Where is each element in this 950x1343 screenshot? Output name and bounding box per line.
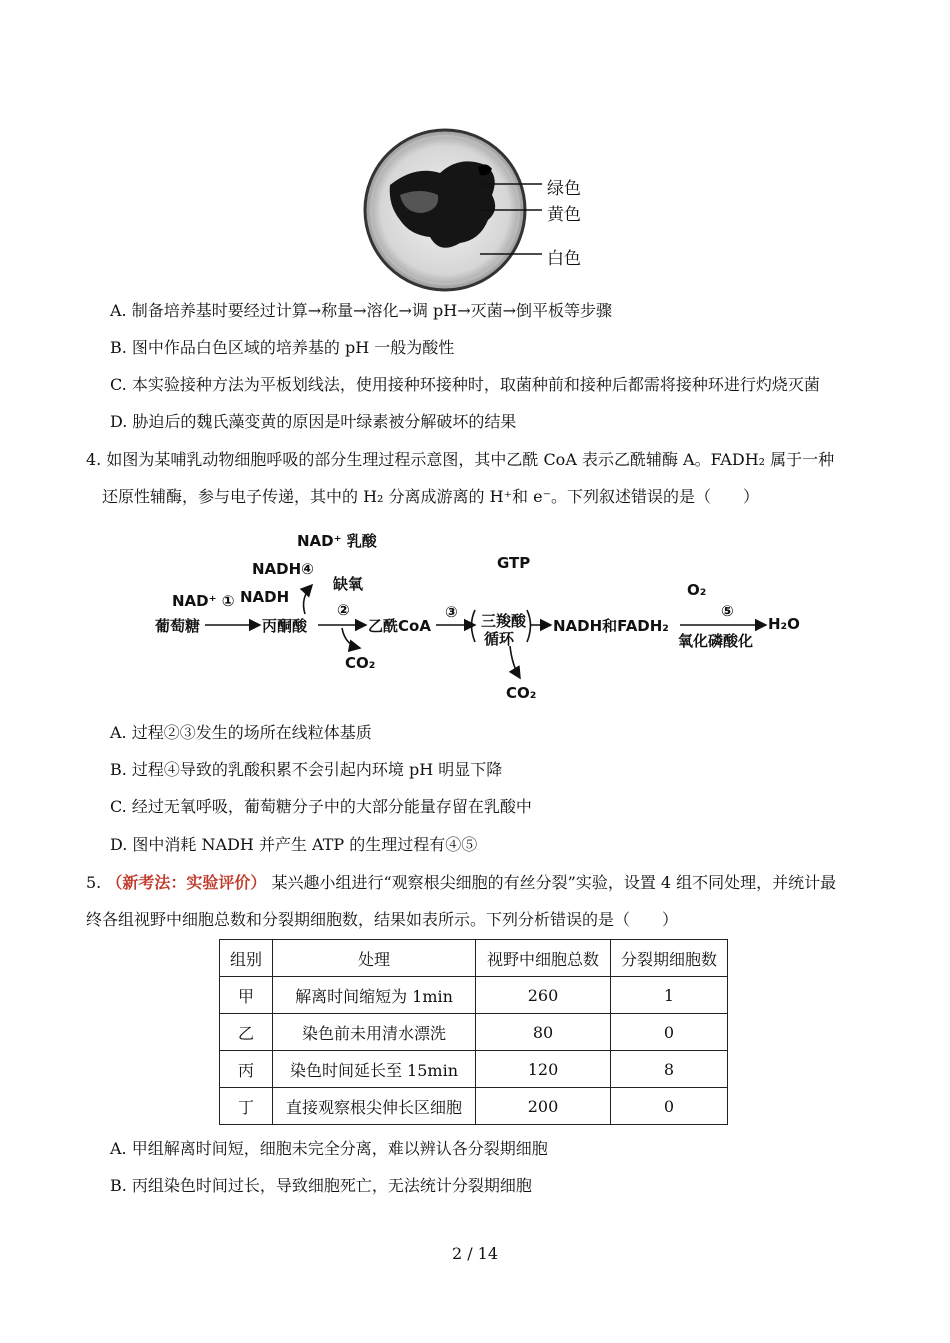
cell-treatment: 解离时间缩短为 1min (273, 977, 476, 1014)
cell-treatment: 染色前未用清水漂洗 (273, 1014, 476, 1051)
diagram-co2-b: CO₂ (506, 684, 537, 702)
diagram-step2: ② (337, 601, 350, 619)
diagram-nad1: NAD⁺ ① (172, 592, 235, 610)
q5-tag: （新考法：实验评价） (106, 873, 267, 892)
q4-option-b: B. 过程④导致的乳酸积累不会引起内环境 pH 明显下降 (110, 760, 503, 779)
page-number: 2 / 14 (451, 1244, 499, 1263)
label-green: 绿色 (547, 179, 581, 199)
diagram-nad-lactate: NAD⁺ 乳酸 (297, 532, 377, 550)
diagram-arrows (0, 540, 950, 710)
diagram-tca-2: 循环 (484, 630, 515, 648)
q4-stem-line1: 4. 如图为某哺乳动物细胞呼吸的部分生理过程示意图，其中乙酰 CoA 表示乙酰辅酶 A。FADH₂ 属于一种 (86, 450, 835, 469)
diagram-h2o: H₂O (768, 615, 800, 633)
diagram-nadh4: NADH④ (252, 560, 314, 578)
cell-group: 甲 (220, 977, 273, 1014)
cell-total: 260 (476, 977, 611, 1014)
table-row (220, 1014, 728, 1051)
diagram-step3: ③ (445, 603, 458, 621)
table-header-row (220, 940, 728, 977)
q4-option-a: A. 过程②③发生的场所在线粒体基质 (110, 723, 372, 742)
diagram-o2: O₂ (687, 581, 707, 599)
cell-group: 丁 (220, 1088, 273, 1125)
q3-option-c: C. 本实验接种方法为平板划线法，使用接种环接种时，取菌种前和接种后都需将接种环进行灼烧灭菌 (110, 375, 820, 394)
q5-option-b: B. 丙组染色时间过长，导致细胞死亡，无法统计分裂期细胞 (110, 1176, 532, 1195)
table-row (220, 1051, 728, 1088)
table-row (220, 1088, 728, 1125)
cell-treatment: 染色时间延长至 15min (273, 1051, 476, 1088)
diagram-tca-1: 三羧酸 (481, 612, 527, 630)
cell-dividing: 0 (611, 1014, 728, 1051)
diagram-pyruvate: 丙酮酸 (262, 617, 308, 635)
label-white: 白色 (547, 249, 581, 269)
q4-option-d: D. 图中消耗 NADH 并产生 ATP 的生理过程有④⑤ (110, 835, 478, 854)
header-group: 组别 (220, 940, 273, 977)
results-table (219, 939, 728, 1125)
cell-group: 丙 (220, 1051, 273, 1088)
q5-stem-line2: 终各组视野中细胞总数和分裂期细胞数，结果如表所示。下列分析错误的是（ ） (86, 910, 679, 929)
header-dividing-cells: 分裂期细胞数 (611, 940, 728, 977)
q3-option-b: B. 图中作品白色区域的培养基的 pH 一般为酸性 (110, 338, 455, 357)
diagram-glucose: 葡萄糖 (155, 617, 201, 635)
cell-dividing: 1 (611, 977, 728, 1014)
q3-option-a: A. 制备培养基时要经过计算→称量→溶化→调 pH→灭菌→倒平板等步骤 (110, 301, 613, 320)
cell-total: 200 (476, 1088, 611, 1125)
cell-total: 120 (476, 1051, 611, 1088)
q4-stem-line2: 还原性辅酶，参与电子传递，其中的 H₂ 分离成游离的 H⁺和 e⁻。下列叙述错误的是（ ） (102, 487, 760, 506)
diagram-acetyl-coa: 乙酰CoA (368, 617, 431, 635)
diagram-oxphos: 氧化磷酸化 (678, 632, 754, 650)
header-treatment: 处理 (273, 940, 476, 977)
q5-option-a: A. 甲组解离时间短，细胞未完全分离，难以辨认各分裂期细胞 (110, 1139, 548, 1158)
diagram-step5: ⑤ (721, 602, 734, 620)
table-row (220, 977, 728, 1014)
diagram-gtp: GTP (497, 554, 531, 572)
q3-option-d: D. 胁迫后的魏氏藻变黄的原因是叶绿素被分解破坏的结果 (110, 412, 517, 431)
cell-treatment: 直接观察根尖伸长区细胞 (273, 1088, 476, 1125)
diagram-nadh: NADH (240, 588, 290, 606)
header-total-cells: 视野中细胞总数 (476, 940, 611, 977)
q5-stem-text: 某兴趣小组进行“观察根尖细胞的有丝分裂”实验，设置 4 组不同处理，并统计最 (271, 873, 837, 892)
cell-dividing: 8 (611, 1051, 728, 1088)
q5-number: 5. (86, 873, 102, 892)
cell-group: 乙 (220, 1014, 273, 1051)
diagram-co2-a: CO₂ (345, 654, 376, 672)
q5-stem-line1 (86, 872, 836, 894)
figure-leader-lines (480, 170, 550, 270)
label-yellow: 黄色 (547, 205, 581, 225)
diagram-anoxic: 缺氧 (333, 575, 364, 593)
q4-option-c: C. 经过无氧呼吸，葡萄糖分子中的大部分能量存留在乳酸中 (110, 797, 532, 816)
diagram-nadh-fadh: NADH和FADH₂ (553, 617, 669, 635)
cell-total: 80 (476, 1014, 611, 1051)
cell-dividing: 0 (611, 1088, 728, 1125)
